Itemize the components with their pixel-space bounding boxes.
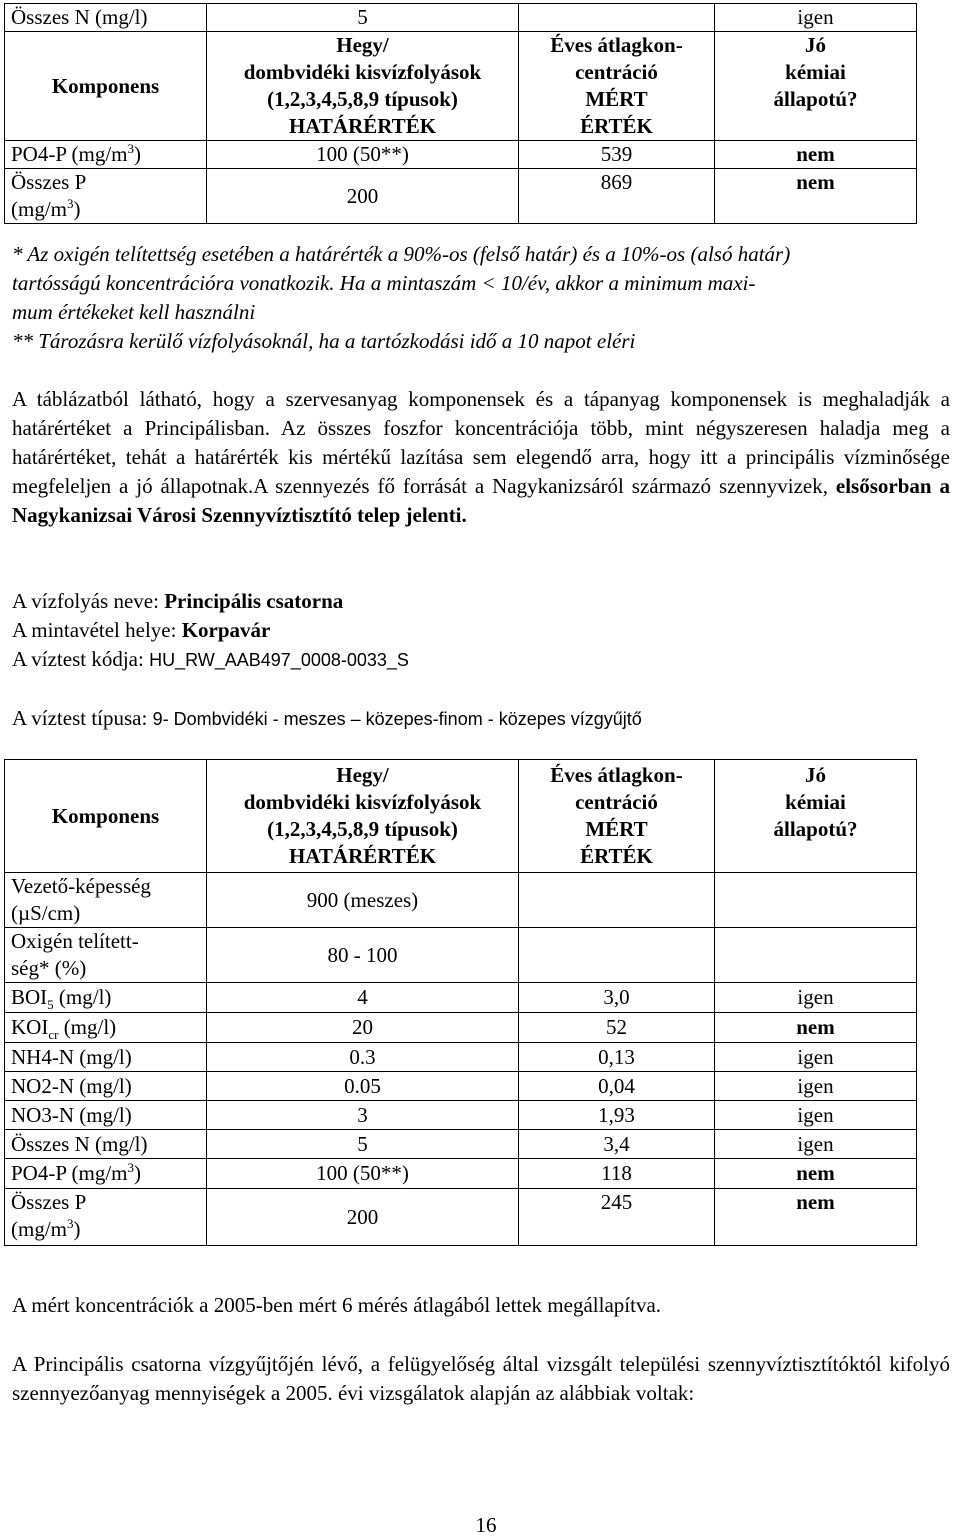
header-line: (1,2,3,4,5,8,9 típusok) <box>267 87 458 111</box>
header-allapot <box>715 760 917 873</box>
header-line: centráció <box>575 60 658 84</box>
cell-allapot: nem <box>715 169 917 224</box>
cell-allapot: nem <box>715 1013 917 1043</box>
cell-mert: 3,4 <box>519 1130 715 1159</box>
cell-hatarertek: 80 - 100 <box>207 928 519 983</box>
table-row <box>5 983 917 1013</box>
cell-komponens: PO4-P $(mg/m^3)$ <box>5 141 207 169</box>
table-row <box>5 1072 917 1101</box>
cell-hatarertek: 900 (meszes) <box>207 873 519 928</box>
header-komponens: Komponens <box>5 760 207 873</box>
cell-allapot: igen <box>715 1130 917 1159</box>
cell-mert <box>519 928 715 983</box>
header-line: (1,2,3,4,5,8,9 típusok) <box>267 817 458 841</box>
cell-hatarertek: 5 <box>207 1130 519 1159</box>
header-line: ÉRTÉK <box>580 844 653 868</box>
cell-allapot: igen <box>715 983 917 1013</box>
note-line: * Az oxigén telítettség esetében a határérték a 90%-os (felső határ) és a 10%-os (alsó határ) <box>12 242 791 266</box>
cell-komponens: Összes P $(mg/m^3)$ <box>5 169 207 224</box>
cell-komponens: NH4-N (mg/l) <box>5 1043 207 1072</box>
cell-mert: 245 <box>519 1189 715 1246</box>
sampling-place: A mintavétel helye: Korpavár <box>12 618 271 642</box>
cell-hatarertek: 5 <box>207 4 519 32</box>
header-mert <box>519 32 715 141</box>
header-mert <box>519 760 715 873</box>
page-number: 16 <box>475 1513 497 1537</box>
table-row <box>5 1043 917 1072</box>
footnotes <box>12 240 950 356</box>
table-row <box>5 1189 917 1246</box>
header-line: Éves átlagkon- <box>550 33 683 57</box>
cell-mert <box>519 4 715 32</box>
cell-mert: 118 <box>519 1159 715 1189</box>
waterbody-code: A víztest kódja: HU_RW_AAB497_0008-0033_S <box>12 647 409 671</box>
cell-mert: 869 <box>519 169 715 224</box>
cell-mert: 539 <box>519 141 715 169</box>
header-hatarertek <box>207 32 519 141</box>
cell-allapot: igen <box>715 4 917 32</box>
measurement-note: A mért koncentrációk a 2005-ben mért 6 mérés átlagából lettek megállapítva. <box>12 1293 662 1317</box>
header-komponens: Komponens <box>5 32 207 141</box>
cell-allapot: igen <box>715 1043 917 1072</box>
waterbody-type: A víztest típusa: 9- Dombvidéki - meszes – közepes-finom - közepes vízgyűjtő <box>12 706 642 730</box>
table-row <box>5 1101 917 1130</box>
header-line: állapotú? <box>773 817 858 841</box>
cell-hatarertek: 0.3 <box>207 1043 519 1072</box>
table-row <box>5 928 917 983</box>
header-line: Jó <box>805 763 826 787</box>
analysis-paragraph: A táblázatból látható, hogy a szervesanyag komponensek és a tápanyag komponensek is meghaladják a határértéket a Principálisban. Az összes foszfor koncentrációja több, mint négyszeresen haladja meg a határértéket, tehát a határérték kis mértékű lazítása sem elegendő arra, hogy itt a principális vízminősége megfeleljen a jó állapotnak.A szennyezés fő forrását a Nagykanizsáról származó szennyvizek, elsősorban a Nagykanizsai Városi Szennyvíztisztító telep jelenti. <box>12 387 950 527</box>
table-1 <box>4 3 917 224</box>
cell-hatarertek: 100 (50**) <box>207 141 519 169</box>
cell-hatarertek: 0.05 <box>207 1072 519 1101</box>
header-allapot <box>715 32 917 141</box>
header-line: Jó <box>805 33 826 57</box>
waterbody-name: A vízfolyás neve: Principális csatorna <box>12 589 344 613</box>
cell-allapot <box>715 873 917 928</box>
table-2 <box>4 759 917 1246</box>
cell-komponens: Összes P $(mg/m^3)$ <box>5 1189 207 1246</box>
cell-allapot: nem <box>715 1189 917 1246</box>
table-row <box>5 169 917 224</box>
cell-allapot <box>715 928 917 983</box>
cell-mert: 3,0 <box>519 983 715 1013</box>
note-line: tartósságú koncentrációra vonatkozik. Ha a mintaszám < 10/év, akkor a minimum maxi- <box>12 271 756 295</box>
table-row <box>5 873 917 928</box>
cell-komponens: NO3-N (mg/l) <box>5 1101 207 1130</box>
cell-hatarertek: 200 <box>207 1189 519 1246</box>
header-line: Éves átlagkon- <box>550 763 683 787</box>
cell-komponens: NO2-N (mg/l) <box>5 1072 207 1101</box>
cell-mert <box>519 873 715 928</box>
table-header-row <box>5 32 917 141</box>
cell-komponens: Összes N (mg/l) <box>5 1130 207 1159</box>
cell-komponens: Összes N (mg/l) <box>5 4 207 32</box>
note-line: mum értékeket kell használni <box>12 300 256 324</box>
cell-mert: 52 <box>519 1013 715 1043</box>
header-line: kémiai <box>785 790 846 814</box>
cell-allapot: nem <box>715 1159 917 1189</box>
header-line: Hegy/ <box>336 33 389 57</box>
header-line: HATÁRÉRTÉK <box>288 114 437 138</box>
cell-allapot: igen <box>715 1101 917 1130</box>
table-row <box>5 1013 917 1043</box>
cell-hatarertek: 4 <box>207 983 519 1013</box>
cell-komponens: $KOI_{cr}$ (mg/l) <box>5 1013 207 1043</box>
note-line: ** Tározásra kerülő vízfolyásoknál, ha a tartózkodási idő a 10 napot eléri <box>12 329 636 353</box>
cell-hatarertek: 100 (50**) <box>207 1159 519 1189</box>
table-row <box>5 1159 917 1189</box>
cell-hatarertek: 20 <box>207 1013 519 1043</box>
closing-paragraph: A Principális csatorna vízgyűjtőjén lévő, a felügyelőség által vizsgált települési szennyvíztisztítóktól kifolyó szennyezőanyag mennyiségek a 2005. évi vizsgálatok alapján az alábbiak voltak: <box>12 1352 950 1405</box>
cell-komponens: PO4-P $(mg/m^3)$ <box>5 1159 207 1189</box>
cell-hatarertek: 200 <box>207 169 519 224</box>
cell-mert: 0,13 <box>519 1043 715 1072</box>
cell-komponens: Oxigén telített- ség* (%) <box>5 928 207 983</box>
table-header-row <box>5 760 917 873</box>
header-line: dombvidéki kisvízfolyások <box>243 60 482 84</box>
table-row <box>5 4 917 32</box>
cell-hatarertek: 3 <box>207 1101 519 1130</box>
header-line: állapotú? <box>773 87 858 111</box>
header-line: MÉRT <box>585 817 648 841</box>
cell-komponens: $BOI_5$ (mg/l) <box>5 983 207 1013</box>
header-line: ÉRTÉK <box>580 114 653 138</box>
bold-text: elsősorban a Nagykanizsai Városi Szennyvíztisztító telep jelenti. <box>12 474 950 527</box>
header-line: MÉRT <box>585 87 648 111</box>
header-line: centráció <box>575 790 658 814</box>
table-row <box>5 141 917 169</box>
header-hatarertek <box>207 760 519 873</box>
table-row <box>5 1130 917 1159</box>
cell-mert: 0,04 <box>519 1072 715 1101</box>
header-line: kémiai <box>785 60 846 84</box>
cell-allapot: nem <box>715 141 917 169</box>
header-line: Hegy/ <box>336 763 389 787</box>
header-line: HATÁRÉRTÉK <box>288 844 437 868</box>
cell-mert: 1,93 <box>519 1101 715 1130</box>
header-line: dombvidéki kisvízfolyások <box>243 790 482 814</box>
cell-allapot: igen <box>715 1072 917 1101</box>
cell-komponens: Vezető-képesség (µS/cm) <box>5 873 207 928</box>
